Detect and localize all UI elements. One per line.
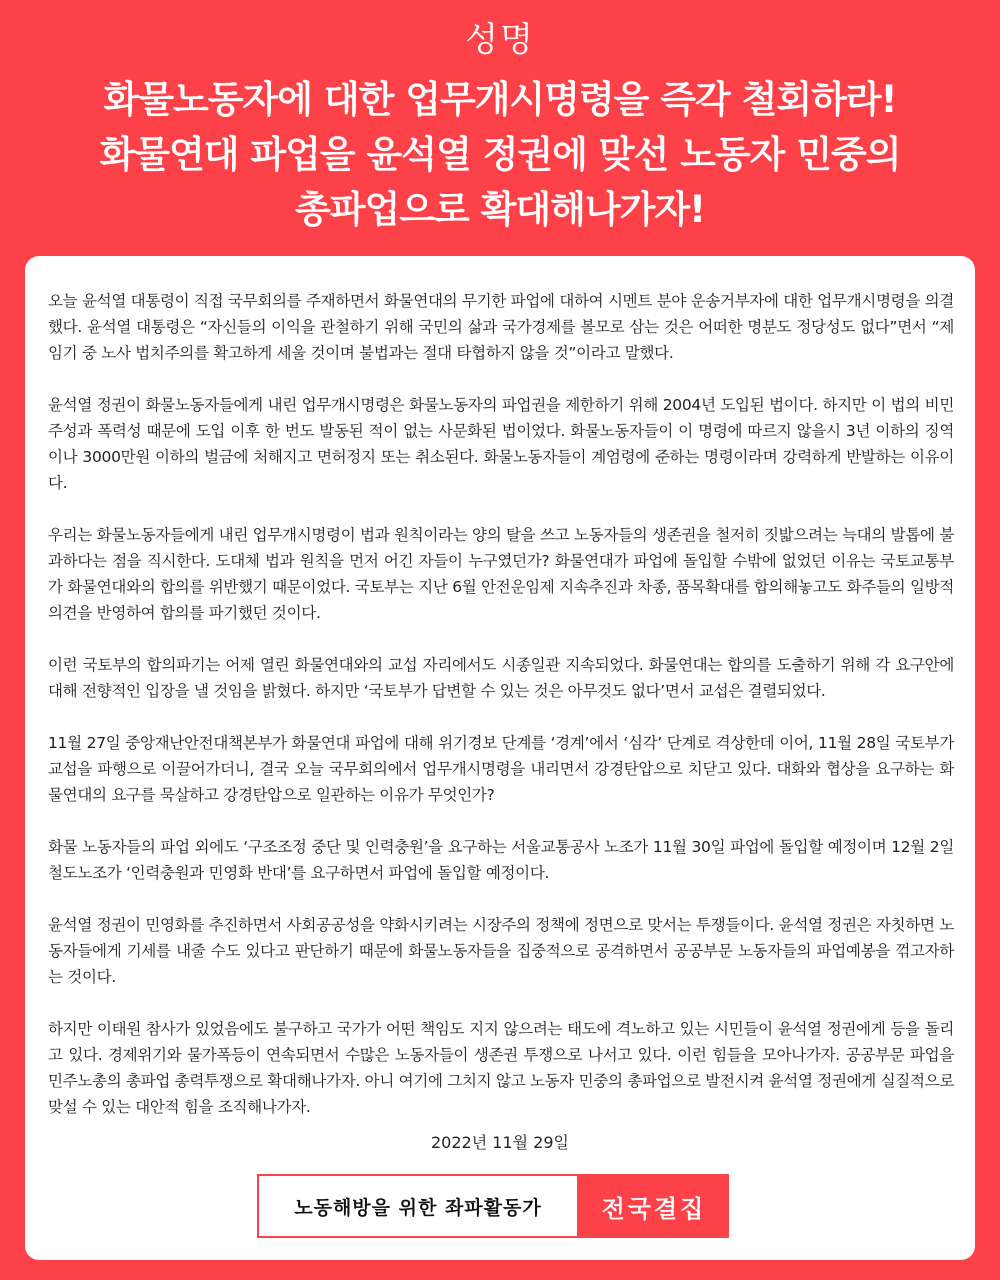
- statement-card: [25, 256, 975, 1260]
- paragraph-4: 이런 국토부의 합의파기는 어제 열린 화물연대와의 교섭 자리에서도 시종일관 지속되었다. 화물연대는 합의를 도출하기 위해 각 요구안에 대해 전향적인 입장을 낼 것임을 밝혔다. 하지만 ‘국토부가 답변할 수 있는 것은 아무것도 없다’면서 교섭은 결렬되었다.: [48, 656, 954, 700]
- paragraph-3: 우리는 화물노동자들에게 내린 업무개시명령이 법과 원칙이라는 양의 탈을 쓰고 노동자들의 생존권을 철저히 짓밟으려는 늑대의 발톱에 불과하다는 점을 직시한다. 도대체 법과 원칙을 먼저 어긴 자들이 누구였던가? 화물연대가 파업에 돌입할 수밖에 없었던 이유는 국토교통부가 화물연대와의 합의를 위반했기 때문이었다. 국토부는 지난 6월 안전운임제 지속추진과 차종, 품목확대를 합의해놓고도 화주들의 일방적 의견을 반영하여 합의를 파기했던 것이다.: [48, 526, 954, 622]
- paragraph-5: 11월 27일 중앙재난안전대책본부가 화물연대 파업에 대해 위기경보 단계를 ‘경계’에서 ‘심각’ 단계로 격상한데 이어, 11월 28일 국토부가 교섭을 파행으로 이끌어가더니, 결국 오늘 국무회의에서 업무개시명령을 내리면서 강경탄압으로 치닫고 있다. 대화와 협상을 요구하는 화물연대의 요구를 묵살하고 강경탄압으로 일관하는 이유가 무엇인가?: [48, 734, 954, 804]
- headline-line-3: 총파업으로 확대해나가자!: [295, 188, 705, 231]
- organization-name: 노동해방을 위한 좌파활동가: [257, 1174, 579, 1238]
- statement-headline: [0, 72, 1000, 237]
- statement-date: 2022년 11월 29일: [431, 1133, 569, 1152]
- statement-header: [0, 0, 1000, 256]
- statement-kicker: 성명: [465, 20, 535, 60]
- paragraph-2: 윤석열 정권이 화물노동자들에게 내린 업무개시명령은 화물노동자의 파업권을 제한하기 위해 2004년 도입된 법이다. 하지만 이 법의 비민주성과 폭력성 때문에 도입 이후 한 번도 발동된 적이 없는 사문화된 법이었다. 화물노동자들이 이 명령에 따르지 않을시 3년 이하의 징역이나 3000만원 이하의 벌금에 처해지고 면허정지 또는 취소된다. 화물노동자들이 계엄령에 준하는 명령이라며 강력하게 반발하는 이유이다.: [48, 396, 954, 492]
- paragraph-8: 하지만 이태원 참사가 있었음에도 불구하고 국가가 어떤 책임도 지지 않으려는 태도에 격노하고 있는 시민들이 윤석열 정권에게 등을 돌리고 있다. 경제위기와 물가폭등이 연속되면서 수많은 노동자들이 생존권 투쟁으로 나서고 있다. 이런 힘들을 모아나가자. 공공부문 파업을 민주노총의 총파업 총력투쟁으로 확대해나가자. 아니 여기에 그치지 않고 노동자 민중의 총파업으로 발전시켜 윤석열 정권에게 실질적으로 맞설 수 있는 대안적 힘을 조직해나가자.: [48, 1020, 954, 1116]
- organization-tag: 전국결집: [579, 1174, 729, 1238]
- paragraph-1: 오늘 윤석열 대통령이 직접 국무회의를 주재하면서 화물연대의 무기한 파업에 대하여 시멘트 분야 운송거부자에 대한 업무개시명령을 의결했다. 윤석열 대통령은 “자신들의 이익을 관철하기 위해 국민의 삶과 국가경제를 볼모로 삼는 것은 어떠한 명분도 정당성도 없다”면서 “제 임기 중 노사 법치주의를 확고하게 세울 것이며 불법과는 절대 타협하지 않을 것”이라고 말했다.: [48, 292, 954, 362]
- headline-line-2: 화물연대 파업을 윤석열 정권에 맞선 노동자 민중의: [99, 133, 901, 176]
- headline-line-1: 화물노동자에 대한 업무개시명령을 즉각 철회하라!: [103, 78, 897, 121]
- paragraph-6: 화물 노동자들의 파업 외에도 ‘구조조정 중단 및 인력충원’을 요구하는 서울교통공사 노조가 11월 30일 파업에 돌입할 예정이며 12월 2일 철도노조가 ‘인력충원과 민영화 반대’를 요구하면서 파업에 돌입할 예정이다.: [48, 838, 954, 882]
- organization-signature: [257, 1174, 729, 1238]
- paragraph-7: 윤석열 정권이 민영화를 추진하면서 사회공공성을 약화시키려는 시장주의 정책에 정면으로 맞서는 투쟁들이다. 윤석열 정권은 자칫하면 노동자들에게 기세를 내줄 수도 있다고 판단하기 때문에 화물노동자들을 집중적으로 공격하면서 공공부문 노동자들의 파업예봉을 꺾고자하는 것이다.: [48, 916, 954, 986]
- statement-body: [48, 288, 954, 1146]
